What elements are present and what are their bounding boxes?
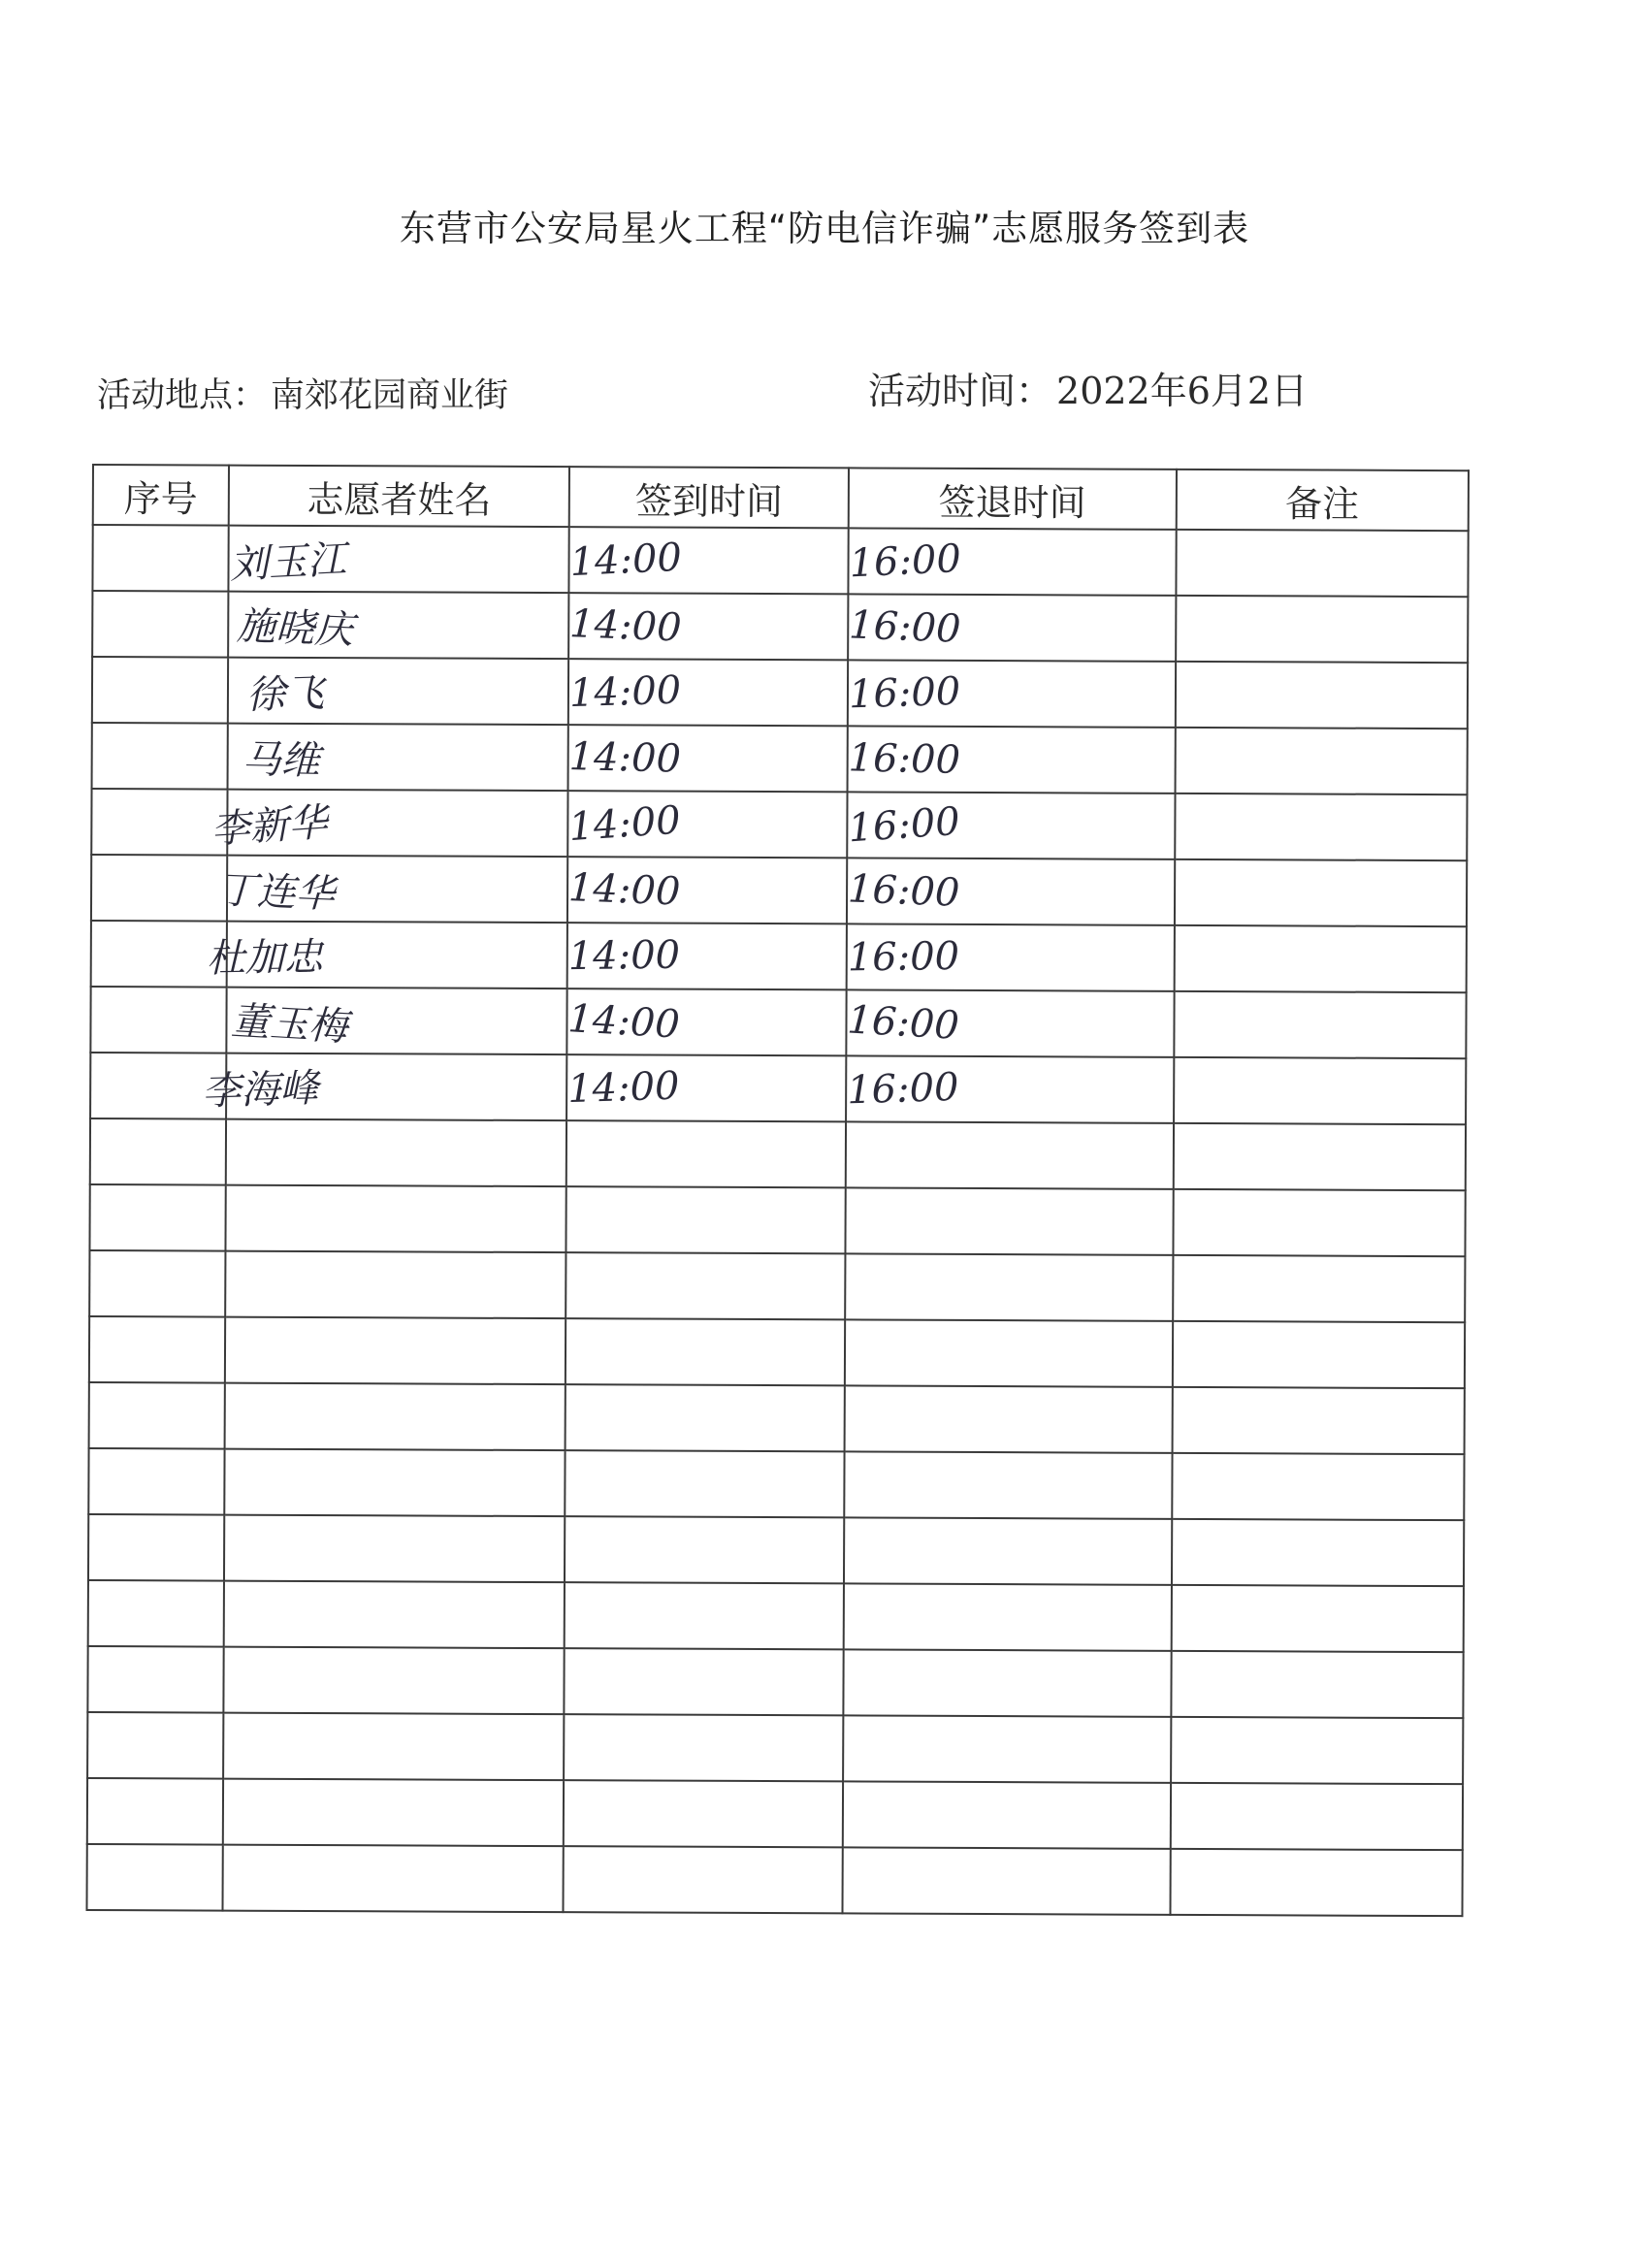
row-seq [86,1844,222,1911]
row-sign-in-time [568,659,848,726]
table-row [88,1580,1464,1652]
row-note [1171,1585,1464,1652]
table-row [92,525,1468,597]
row-sign-in-time [565,1516,844,1583]
row-sign-in-time [566,1120,846,1187]
row-sign-in-time [565,1648,844,1715]
row-sign-in-time [566,1384,845,1451]
activity-time [868,361,1308,414]
row-sign-in-time [568,725,848,792]
row-volunteer-name [228,526,569,594]
row-sign-in-time-text: 14:00 [566,1063,681,1113]
row-seq [88,1580,224,1647]
row-sign-out-time [843,1649,1171,1716]
table-row [91,789,1467,860]
row-volunteer-name-text: 杜加忠 [206,934,323,982]
row-note [1176,596,1469,663]
row-sign-out-time [846,989,1174,1056]
row-note [1171,1651,1464,1718]
table-row [86,1844,1462,1916]
row-note [1173,1123,1466,1190]
row-note [1175,662,1468,729]
row-sign-out-time [848,594,1176,661]
row-volunteer-name [224,1383,566,1451]
row-volunteer-name [216,856,568,923]
header-sign-in-time: 签到时间 [569,467,849,528]
row-sign-in-time [568,791,848,858]
table-row [89,1382,1465,1454]
row-sign-in-time-text: 14:00 [568,535,684,586]
row-sign-out-time-text: 16:00 [846,1064,960,1114]
row-volunteer-name [223,1581,565,1649]
table-row [89,1316,1465,1388]
row-volunteer-name [201,1053,567,1121]
row-volunteer-name [223,1647,565,1715]
row-volunteer-name [223,1779,565,1847]
row-seq [89,1382,225,1449]
table-row [88,1514,1464,1586]
row-volunteer-name-text: 刘玉江 [228,536,347,588]
row-sign-in-time [567,857,847,923]
page-title: 东营市公安局星火工程“防电信诈骗”志愿服务签到表 [399,208,1250,249]
row-sign-in-time [564,1780,843,1847]
table-row [92,591,1468,663]
row-volunteer-name [226,988,567,1055]
row-note [1172,1321,1465,1388]
row-sign-in-time [565,1582,844,1649]
sign-in-table [85,464,1469,1917]
row-sign-out-time-text: 16:00 [848,535,962,587]
row-sign-out-time-text: 16:00 [848,735,961,783]
row-sign-out-time [843,1715,1171,1782]
table-row [87,1712,1463,1784]
row-sign-in-time-text: 14:00 [568,601,683,651]
table-row [91,921,1467,992]
row-seq [92,723,228,790]
row-sign-out-time [844,1451,1172,1518]
table-row [90,1118,1466,1190]
row-sign-in-time [566,1252,845,1319]
row-sign-in-time-text: 14:00 [567,865,682,915]
row-volunteer-name [223,1713,565,1781]
table-row [91,855,1467,926]
activity-location-value: 南郊花园商业街 [271,376,509,415]
table-row [87,1646,1463,1718]
row-sign-in-time [566,1318,845,1385]
row-note [1170,1849,1463,1916]
row-sign-in-time-text: 14:00 [568,667,683,717]
row-sign-out-time [843,1781,1171,1848]
row-sign-out-time [847,792,1175,859]
activity-time-value: 2022年6月2日 [1056,370,1309,412]
row-seq [89,1316,225,1383]
table-row [92,657,1468,729]
table-row [87,1778,1463,1850]
row-volunteer-name [225,1317,566,1385]
row-sign-out-time [846,1055,1174,1122]
row-seq [89,1184,225,1251]
row-volunteer-name-text: 李新华 [210,799,329,853]
row-sign-out-time-text: 16:00 [847,933,960,981]
row-sign-out-time [845,1385,1173,1452]
row-sign-out-time [847,923,1175,990]
row-seq [88,1514,224,1581]
row-sign-out-time [848,660,1176,727]
row-seq [87,1646,223,1713]
row-sign-in-time [567,988,847,1055]
row-note [1174,859,1467,926]
row-sign-out-time [844,1583,1172,1650]
row-note [1175,728,1468,794]
header-sign-out-time: 签退时间 [849,468,1177,529]
row-note [1173,1189,1466,1256]
activity-location-label: 活动地点： [97,376,268,415]
row-sign-out-time-text: 16:00 [848,668,961,718]
row-sign-in-time [564,1846,843,1913]
row-seq [90,1118,226,1185]
row-seq [87,1778,223,1845]
row-sign-in-time [566,1450,845,1517]
row-sign-in-time [567,923,847,989]
row-note [1171,1717,1464,1784]
row-note [1171,1519,1464,1586]
table-row [90,987,1466,1058]
row-volunteer-name-text: 丁连华 [216,866,336,917]
row-seq [87,1712,223,1779]
table-row [89,1184,1465,1256]
row-seq [91,789,227,856]
table-row [90,1053,1466,1124]
row-volunteer-name [210,790,568,858]
row-volunteer-name [222,1845,564,1913]
table-row [92,723,1468,794]
row-volunteer-name-text: 马维 [241,736,320,784]
row-volunteer-name [226,1119,567,1187]
activity-location [97,369,508,417]
row-note [1170,1783,1463,1850]
row-volunteer-name-text: 徐飞 [245,670,325,718]
row-sign-out-time [842,1847,1170,1914]
row-sign-in-time [564,1714,843,1781]
row-seq [90,987,226,1053]
header-volunteer-name: 志愿者姓名 [229,466,570,528]
header-note: 备注 [1176,470,1469,531]
row-note [1176,530,1469,597]
table-row [88,1448,1464,1520]
row-note [1174,925,1467,992]
row-sign-out-time [845,1319,1173,1386]
row-sign-in-time [566,1054,846,1121]
row-seq [92,525,228,592]
row-sign-in-time-text: 14:00 [566,996,682,1048]
row-volunteer-name [228,658,569,726]
row-sign-out-time-text: 16:00 [846,997,960,1049]
row-sign-in-time-text: 14:00 [567,932,681,980]
row-volunteer-name [224,1449,566,1517]
row-sign-in-time-text: 14:00 [568,734,682,782]
row-note [1174,1057,1467,1124]
activity-time-label: 活动时间： [868,370,1053,412]
row-sign-in-time [569,527,849,594]
row-sign-out-time [846,1121,1174,1188]
row-note [1172,1453,1465,1520]
row-sign-in-time-text: 14:00 [567,797,683,851]
row-volunteer-name [227,724,568,792]
row-sign-out-time [845,1187,1173,1254]
row-volunteer-name-text: 李海峰 [201,1065,319,1115]
row-seq [92,657,228,724]
row-seq [91,855,227,922]
row-seq [89,1250,225,1317]
row-note [1175,794,1468,860]
row-sign-out-time [845,1253,1173,1320]
row-seq [92,591,228,658]
row-sign-out-time-text: 16:00 [847,866,961,916]
row-note [1172,1387,1465,1454]
row-sign-out-time [847,858,1175,924]
row-sign-out-time [848,528,1176,595]
row-volunteer-name [225,1251,566,1319]
row-sign-in-time [566,1186,846,1253]
row-sign-out-time [847,726,1175,793]
row-volunteer-name [224,1515,566,1583]
header-seq: 序号 [93,465,229,526]
row-volunteer-name [206,922,567,989]
row-sign-out-time-text: 16:00 [848,602,962,652]
row-volunteer-name [228,592,569,660]
table-header-row [93,465,1469,531]
row-note [1174,991,1467,1058]
row-sign-out-time-text: 16:00 [846,798,961,852]
row-volunteer-name-text: 施晓庆 [236,603,354,653]
row-note [1173,1255,1466,1322]
table-body [86,525,1468,1916]
table-row [89,1250,1465,1322]
row-volunteer-name-text: 董玉梅 [229,998,349,1050]
row-sign-in-time [568,593,848,660]
row-seq [88,1448,224,1515]
row-volunteer-name [225,1185,566,1253]
row-sign-out-time [844,1517,1172,1584]
